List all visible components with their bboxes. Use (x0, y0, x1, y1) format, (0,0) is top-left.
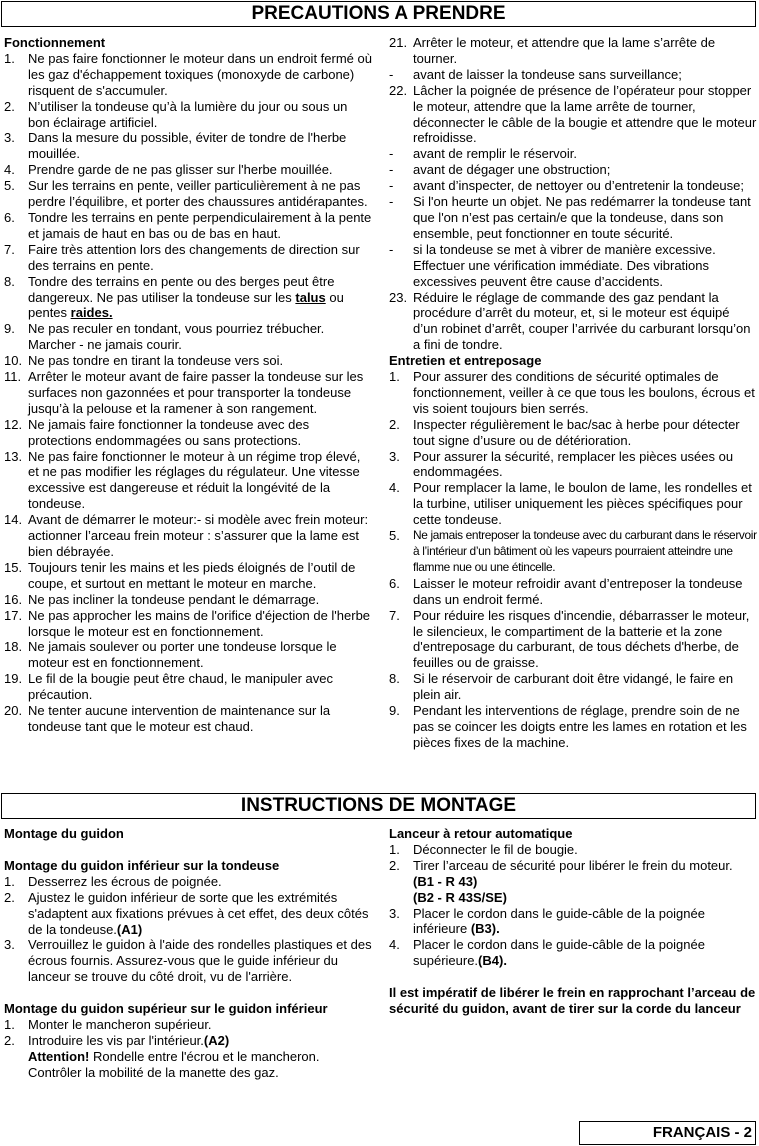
maintenance-item (389, 608, 757, 672)
operation-item (4, 560, 372, 592)
section-banner-precautions: PRECAUTIONS A PRENDRE (1, 1, 756, 27)
operation-item-number: 20. (4, 703, 23, 719)
maintenance-item-text: Si le réservoir de carburant doit être vidangé, le faire en plein air. (413, 671, 734, 703)
starter-item-number: 3. (389, 905, 400, 921)
operation-item (4, 417, 372, 449)
operation-item (389, 242, 757, 290)
operation-item-text: Sur les terrains en pente, veiller particulièrement à ne pas perdre l’équilibre, et porter des chaussures antidérapantes. (28, 178, 368, 210)
maintenance-item (389, 703, 757, 751)
operation-item-text: Faire très attention lors des changements de direction sur des terrains en pente. (28, 241, 360, 273)
operation-item (389, 35, 757, 67)
operation-item (389, 67, 757, 83)
operation-item-text: avant de remplir le réservoir. (413, 146, 578, 162)
operation-item-number: 14. (4, 512, 23, 528)
upper-handle-item-number: 2. (4, 1032, 15, 1048)
operation-item-text: Arrêter le moteur, et attendre que la lame s’arrête de tourner. (413, 35, 716, 66)
figure-reference: (B4). (478, 953, 507, 969)
operation-item-text: Ne pas incliner la tondeuse pendant le démarrage. (28, 591, 320, 607)
starter-item (389, 937, 757, 969)
operation-item-text: Ne pas approcher les mains de l'orifice d'éjection de l'herbe lorsque le moteur est en fonctionnement. (28, 607, 371, 639)
operation-item (389, 178, 757, 194)
operation-item-number: 2. (4, 98, 15, 114)
operation-item (4, 703, 372, 735)
operation-item (4, 178, 372, 210)
operation-item (4, 671, 372, 703)
starter-item-text: Placer le cordon dans le guide-câble de la poignée inférieure (B3). (413, 905, 705, 937)
figure-reference: (A1) (116, 921, 143, 937)
assembly-column-right (389, 826, 757, 1017)
operation-item-number: 22. (389, 82, 408, 98)
maintenance-item (389, 480, 757, 528)
handle-assembly-heading: Montage du guidon (4, 826, 124, 841)
operation-item-text: Toujours tenir les mains et les pieds éloignés de l’outil de coupe, et surtout en mettant le moteur en marche. (28, 559, 356, 591)
operation-item (389, 162, 757, 178)
maintenance-item (389, 576, 757, 608)
starter-item (389, 842, 757, 858)
upper-handle-heading: Montage du guidon supérieur sur le guidon inférieur (4, 1001, 328, 1017)
section-banner-assembly: INSTRUCTIONS DE MONTAGE (1, 793, 756, 819)
lower-handle-item (4, 890, 372, 938)
maintenance-item-text: Ne jamais entreposer la tondeuse avec du carburant dans le réservoir à l’intérieur d’un bâtiment où les vapeurs pourraient atteindre une flamme nue ou une étincelle. (413, 528, 757, 574)
starter-item (389, 858, 757, 906)
operation-item-text: Le fil de la bougie peut être chaud, le manipuler avec précaution. (28, 671, 333, 703)
lower-handle-item (4, 937, 372, 985)
maintenance-item (389, 671, 757, 703)
maintenance-item-number: 1. (389, 369, 400, 385)
operation-item-text: Ne pas faire fonctionner le moteur dans un endroit fermé où les gaz d'échappement toxiques (monoxyde de carbone) risquent de s'accumuler. (28, 50, 372, 98)
operation-item-number: 3. (4, 130, 15, 146)
lower-handle-item-number: 2. (4, 889, 15, 905)
maintenance-item-number: 6. (389, 575, 400, 591)
maintenance-item-text: Pendant les interventions de réglage, prendre soin de ne pas se coincer les doigts entre les lames en rotation et les pièces fixes de la machine. (413, 703, 747, 750)
operation-item (389, 83, 757, 147)
operation-item (4, 210, 372, 242)
underlined-term: raides. (70, 305, 113, 321)
operation-item-number: 9. (4, 321, 15, 337)
figure-reference: (B2 - R 43S/SE) (413, 889, 507, 905)
maintenance-item-text: Inspecter régulièrement le bac/sac à herbe pour détecter tout signe d’usure ou de détérioration. (413, 416, 740, 448)
assembly-column-left (4, 826, 372, 1081)
maintenance-item-number: 8. (389, 671, 400, 687)
operation-item-text: Ne jamais faire fonctionner la tondeuse avec des protections endommagées ou sans protections. (28, 416, 310, 448)
lower-handle-item-text: Desserrez les écrous de poignée. (28, 873, 222, 889)
maintenance-item-text: Pour réduire les risques d'incendie, débarrasser le moteur, le silencieux, le compartiment de la batterie et la zone d'entreposage du carburant, de tous déchets d'herbe, de feuilles ou de graisse. (413, 607, 750, 671)
operation-item (4, 162, 372, 178)
operation-item-text: Prendre garde de ne pas glisser sur l'herbe mouillée. (28, 162, 333, 178)
operation-item-number: 21. (389, 35, 408, 50)
figure-reference: (B3). (470, 921, 500, 937)
operation-item-text: Réduire le réglage de commande des gaz pendant la procédure d’arrêt du moteur, et, si le moteur est équipé d’un robinet d’arrêt, couper l’arrivée du carburant lorsqu’on a fini de tondre. (413, 289, 751, 353)
operation-item (4, 99, 372, 131)
operation-list (4, 51, 372, 735)
upper-handle-steps (4, 1017, 372, 1049)
lower-handle-heading: Montage du guidon inférieur sur la tondeuse (4, 857, 280, 873)
operation-item-text: Dans la mesure du possible, éviter de tondre de l'herbe mouillée. (28, 130, 347, 162)
operation-item-text: Tondre des terrains en pente ou des berges peut être dangereux. Ne pas utiliser la tondeuse sur les talus ou pentes raides. (28, 273, 344, 321)
operation-item (4, 639, 372, 671)
operation-item-number: 23. (389, 289, 408, 305)
operation-item-text: si la tondeuse se met à vibrer de manière excessive. Effectuer une vérification immédiate. Des vibrations excessives peuvent être cause d’accidents. (413, 241, 716, 289)
operation-list-continued (389, 35, 757, 353)
attention-text: Rondelle entre l'écrou et le mancheron. Contrôler la mobilité de la manette des gaz. (28, 1048, 320, 1080)
upper-handle-item-number: 1. (4, 1017, 15, 1033)
starter-item-number: 2. (389, 857, 400, 873)
precautions-column-left (4, 35, 372, 735)
starter-steps (389, 842, 757, 969)
lower-handle-item (4, 874, 372, 890)
maintenance-list (389, 369, 757, 751)
operation-item-number: - (389, 241, 394, 257)
operation-item (4, 512, 372, 560)
starter-item-text: Déconnecter le fil de bougie. (413, 841, 578, 857)
operation-item-number: - (389, 66, 394, 82)
operation-item-text: Ne jamais soulever ou porter une tondeuse lorsque le moteur est en fonctionnement. (28, 639, 337, 671)
operation-item-number: 11. (4, 369, 22, 385)
operation-item-number: 12. (4, 416, 23, 432)
maintenance-item-number: 9. (389, 703, 400, 719)
operation-item-number: 7. (4, 241, 15, 257)
attention-note (4, 1049, 372, 1081)
operation-item-number: 16. (4, 591, 23, 607)
starter-item-number: 1. (389, 841, 400, 857)
maintenance-item (389, 369, 757, 417)
operation-item (4, 369, 372, 417)
operation-item-number: 15. (4, 559, 23, 575)
lower-handle-item-number: 3. (4, 937, 15, 953)
operation-item-text: avant de dégager une obstruction; (413, 162, 611, 178)
maintenance-item-text: Pour assurer des conditions de sécurité optimales de fonctionnement, veiller à ce que tous les boulons, écrous et vis soient toujours bien serrés. (413, 369, 755, 416)
operation-item-text: avant d’inspecter, de nettoyer ou d’entretenir la tondeuse; (413, 178, 744, 194)
underlined-term: talus (295, 289, 326, 305)
operation-item-number: 1. (4, 50, 15, 66)
maintenance-item (389, 417, 757, 449)
operation-item-text: Avant de démarrer le moteur:- si modèle avec frein moteur: actionner l’arceau frein moteur : s’assurer que la lame est bien débrayée. (28, 512, 369, 559)
operation-item-text: Ne pas faire fonctionner le moteur à un régime trop élevé, et ne pas modifier les réglages du régulateur. Une vitesse excessive est dangereuse et réduit la longévité de la tondeuse. (28, 448, 361, 512)
precautions-column-right (389, 35, 757, 751)
operation-item-number: 10. (4, 353, 23, 369)
maintenance-item (389, 528, 757, 576)
operation-item-text: Ne tenter aucune intervention de maintenance sur la tondeuse tant que le moteur est chaud. (28, 703, 331, 734)
operation-heading: Fonctionnement (4, 35, 106, 50)
operation-item (4, 130, 372, 162)
operation-item-text: N’utiliser la tondeuse qu’à la lumière du jour ou sous un bon éclairage artificiel. (28, 98, 348, 130)
upper-handle-item-text: Monter le mancheron supérieur. (28, 1017, 212, 1033)
operation-item (4, 242, 372, 274)
lower-handle-item-number: 1. (4, 873, 15, 889)
page-footer: FRANÇAIS - 2 (579, 1121, 756, 1145)
maintenance-item (389, 449, 757, 481)
operation-item-text: Arrêter le moteur avant de faire passer la tondeuse sur les surfaces non gazonnées et pour transporter la tondeuse jusqu’à la pelouse et la ramener à son rangement. (28, 369, 364, 416)
starter-item-number: 4. (389, 937, 400, 953)
lower-handle-steps (4, 874, 372, 985)
maintenance-item-text: Laisser le moteur refroidir avant d’entreposer la tondeuse dans un endroit fermé. (413, 575, 743, 607)
lower-handle-item-text: Verrouillez le guidon à l'aide des rondelles plastiques et des écrous fournis. Assurez-vous que le guide inférieur du lanceur se trouve du côté droit, vu de l'arrière. (28, 937, 372, 985)
operation-item-number: 13. (4, 448, 23, 464)
operation-item-number: - (389, 178, 394, 194)
upper-handle-item (4, 1033, 372, 1049)
starter-item (389, 906, 757, 938)
operation-item-number: 6. (4, 209, 15, 225)
operation-item (4, 608, 372, 640)
operation-item-number: 5. (4, 178, 15, 194)
maintenance-heading: Entretien et entreposage (389, 353, 542, 369)
operation-item-number: 8. (4, 273, 15, 289)
operation-item (389, 290, 757, 354)
operation-item-number: 4. (4, 162, 15, 178)
operation-item-number: 19. (4, 671, 23, 687)
upper-handle-item (4, 1017, 372, 1033)
maintenance-item-number: 7. (389, 607, 400, 623)
operation-item-text: Ne pas reculer en tondant, vous pourriez trébucher. Marcher - ne jamais courir. (28, 321, 325, 353)
operation-item (389, 146, 757, 162)
operation-item (4, 274, 372, 322)
operation-item (4, 51, 372, 99)
maintenance-item-number: 3. (389, 448, 400, 464)
operation-item (4, 449, 372, 513)
operation-item-text: Ne pas tondre en tirant la tondeuse vers soi. (28, 353, 284, 369)
operation-item-number: 17. (4, 607, 23, 623)
starter-heading: Lanceur à retour automatique (389, 826, 573, 841)
operation-item (4, 353, 372, 369)
upper-handle-item-text: Introduire les vis par l'intérieur.(A2) (28, 1032, 230, 1048)
operation-item (4, 321, 372, 353)
figure-reference: (B1 - R 43) (413, 873, 478, 889)
operation-item-text: Lâcher la poignée de présence de l’opérateur pour stopper le moteur, attendre que la lame arrête de tourner, déconnecter le câble de la bougie et attendre que le moteur refroidisse. (413, 82, 757, 146)
operation-item-text: Si l'on heurte un objet. Ne pas redémarrer la tondeuse tant que l'on n’est pas certain/e que la tondeuse, dans son ensemble, peut fonctionner en toute sécurité. (413, 194, 751, 241)
figure-reference: (A2) (203, 1032, 230, 1048)
maintenance-item-text: Pour remplacer la lame, le boulon de lame, les rondelles et la turbine, utiliser uniquement les pièces spécifiques pour cette tondeuse. (413, 480, 752, 528)
maintenance-item-text: Pour assurer la sécurité, remplacer les pièces usées ou endommagées. (413, 448, 734, 480)
operation-item-number: 18. (4, 639, 23, 655)
lower-handle-item-text: Ajustez le guidon inférieur de sorte que les extrémités s'adaptent aux fixations prévues à cet effet, des deux côtés de la tondeuse.(A1) (28, 889, 369, 937)
brake-warning: Il est impératif de libérer le frein en rapprochant l’arceau de sécurité du guidon, avant de tirer sur la corde du lanceur (389, 985, 756, 1017)
operation-item-number: - (389, 194, 394, 210)
starter-item-text: Placer le cordon dans le guide-câble de la poignée supérieure.(B4). (413, 937, 705, 969)
starter-item-text: Tirer l’arceau de sécurité pour libérer le frein du moteur. (B1 - R 43) (B2 - R 43S/SE) (413, 857, 733, 905)
maintenance-item-number: 2. (389, 416, 400, 432)
operation-item (4, 592, 372, 608)
operation-item-number: - (389, 146, 394, 162)
maintenance-item-number: 4. (389, 480, 400, 496)
operation-item-number: - (389, 162, 394, 178)
operation-item (389, 194, 757, 242)
attention-label: Attention! (28, 1048, 90, 1064)
operation-item-text: Tondre les terrains en pente perpendiculairement à la pente et jamais de haut en bas ou de bas en haut. (28, 209, 372, 241)
maintenance-item-number: 5. (389, 528, 400, 544)
operation-item-text: avant de laisser la tondeuse sans surveillance; (413, 66, 682, 82)
